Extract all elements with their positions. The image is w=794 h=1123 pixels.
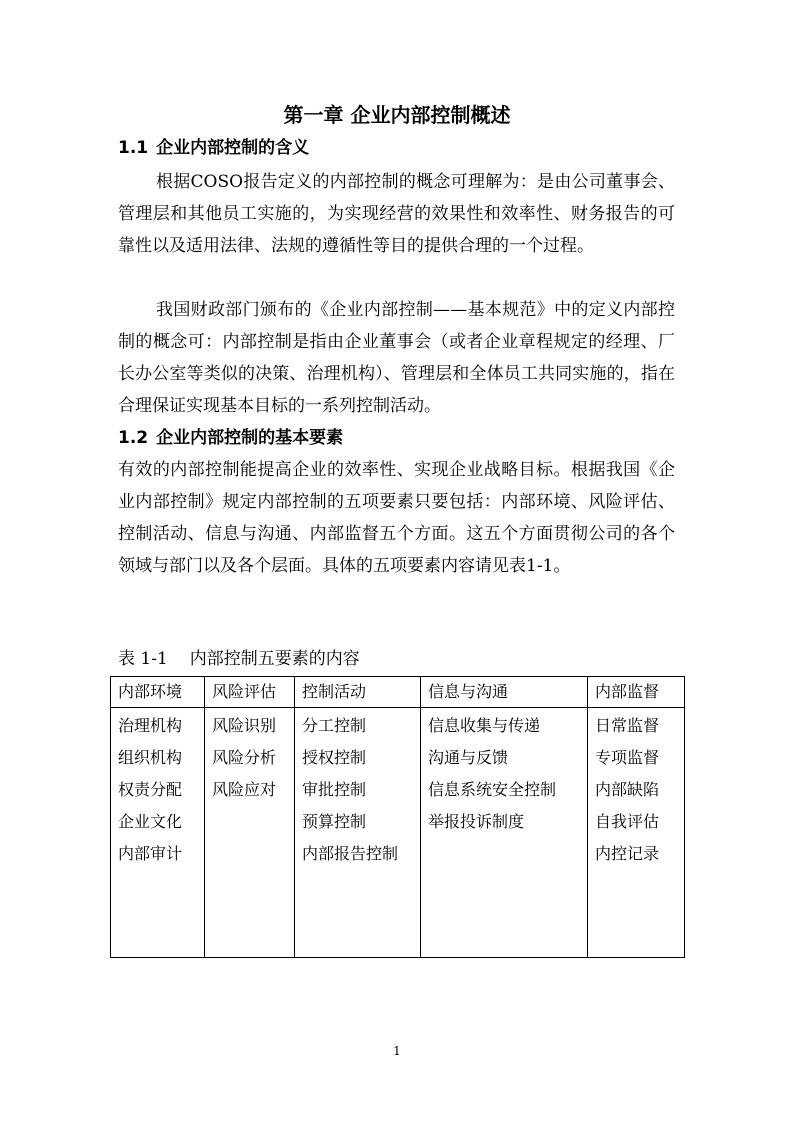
table-cell-item: 内部缺陷 (595, 780, 660, 799)
table-cell-item: 权责分配 (118, 780, 183, 799)
section-title: 企业内部控制的含义 (156, 138, 310, 158)
table-cell-item: 日常监督 (595, 716, 660, 735)
table-cell-control-activities (295, 708, 421, 958)
table-cell-item: 风险识别 (212, 716, 277, 735)
table-caption (118, 647, 360, 671)
table-cell-item: 沟通与反馈 (428, 748, 509, 767)
section-heading-1-2 (118, 426, 343, 450)
table-cell-item: 风险应对 (212, 780, 277, 799)
table-header-cell: 控制活动 (295, 677, 421, 708)
table-header-cell: 内部环境 (111, 677, 205, 708)
table-cell-internal-supervision (588, 708, 685, 958)
table-cell-internal-environment (111, 708, 205, 958)
section-number: 1.2 (118, 428, 149, 448)
table-caption-number: 表 1-1 (118, 649, 168, 669)
paragraph-five-elements: 有效的内部控制能提高企业的效率性、实现企业战略目标。根据我国《企业内部控制》规定内部控制的五项要素只要包括：内部环境、风险评估、控制活动、信息与沟通、内部监督五个方面。这五个方面贯彻公司的各个领域与部门以及各个层面。具体的五项要素内容请见表1-1。 (118, 460, 675, 576)
table-header-cell: 信息与沟通 (421, 677, 588, 708)
table-cell-item: 企业文化 (118, 812, 183, 831)
table-cell-item: 分工控制 (302, 716, 367, 735)
table-cell-item: 治理机构 (118, 716, 183, 735)
page-number: 1 (393, 1044, 401, 1058)
table-cell-item: 信息收集与传递 (428, 716, 541, 735)
chapter-title: 第一章 企业内部控制概述 (283, 103, 511, 127)
table-cell-item: 举报投诉制度 (428, 812, 525, 831)
paragraph-basic-norms-definition: 我国财政部门颁布的《企业内部控制——基本规范》中的定义内部控制的概念可：内部控制是指由企业董事会（或者企业章程规定的经理、厂长办公室等类似的决策、治理机构）、管理层和全体员工共同实施的，指在合理保证实现基本目标的一系列控制活动。 (118, 300, 675, 416)
table-cell-item: 内控记录 (595, 844, 660, 863)
table-cell-item: 信息系统安全控制 (428, 780, 557, 799)
table-cell-risk-assessment (205, 708, 295, 958)
table-cell-item: 预算控制 (302, 812, 367, 831)
five-elements-table (110, 676, 685, 958)
table-cell-item: 内部报告控制 (302, 844, 399, 863)
section-number: 1.1 (118, 138, 149, 158)
table-cell-item: 授权控制 (302, 748, 367, 767)
table-cell-item: 内部审计 (118, 844, 183, 863)
table-row (111, 708, 685, 958)
section-heading-1-1 (118, 136, 309, 160)
table-cell-item: 专项监督 (595, 748, 660, 767)
table-header-cell: 内部监督 (588, 677, 685, 708)
table-header-cell: 风险评估 (205, 677, 295, 708)
table-cell-information-communication (421, 708, 588, 958)
table-cell-item: 审批控制 (302, 780, 367, 799)
table-header-row (111, 677, 685, 708)
table-cell-item: 自我评估 (595, 812, 660, 831)
table-cell-item: 组织机构 (118, 748, 183, 767)
section-title: 企业内部控制的基本要素 (156, 428, 344, 448)
table-caption-title: 内部控制五要素的内容 (189, 649, 360, 669)
table-cell-item: 风险分析 (212, 748, 277, 767)
paragraph-coso-definition: 根据COSO报告定义的内部控制的概念可理解为：是由公司董事会、管理层和其他员工实施的，为实现经营的效果性和效率性、财务报告的可靠性以及适用法律、法规的遵循性等目的提供合理的一个过程。 (118, 172, 675, 256)
